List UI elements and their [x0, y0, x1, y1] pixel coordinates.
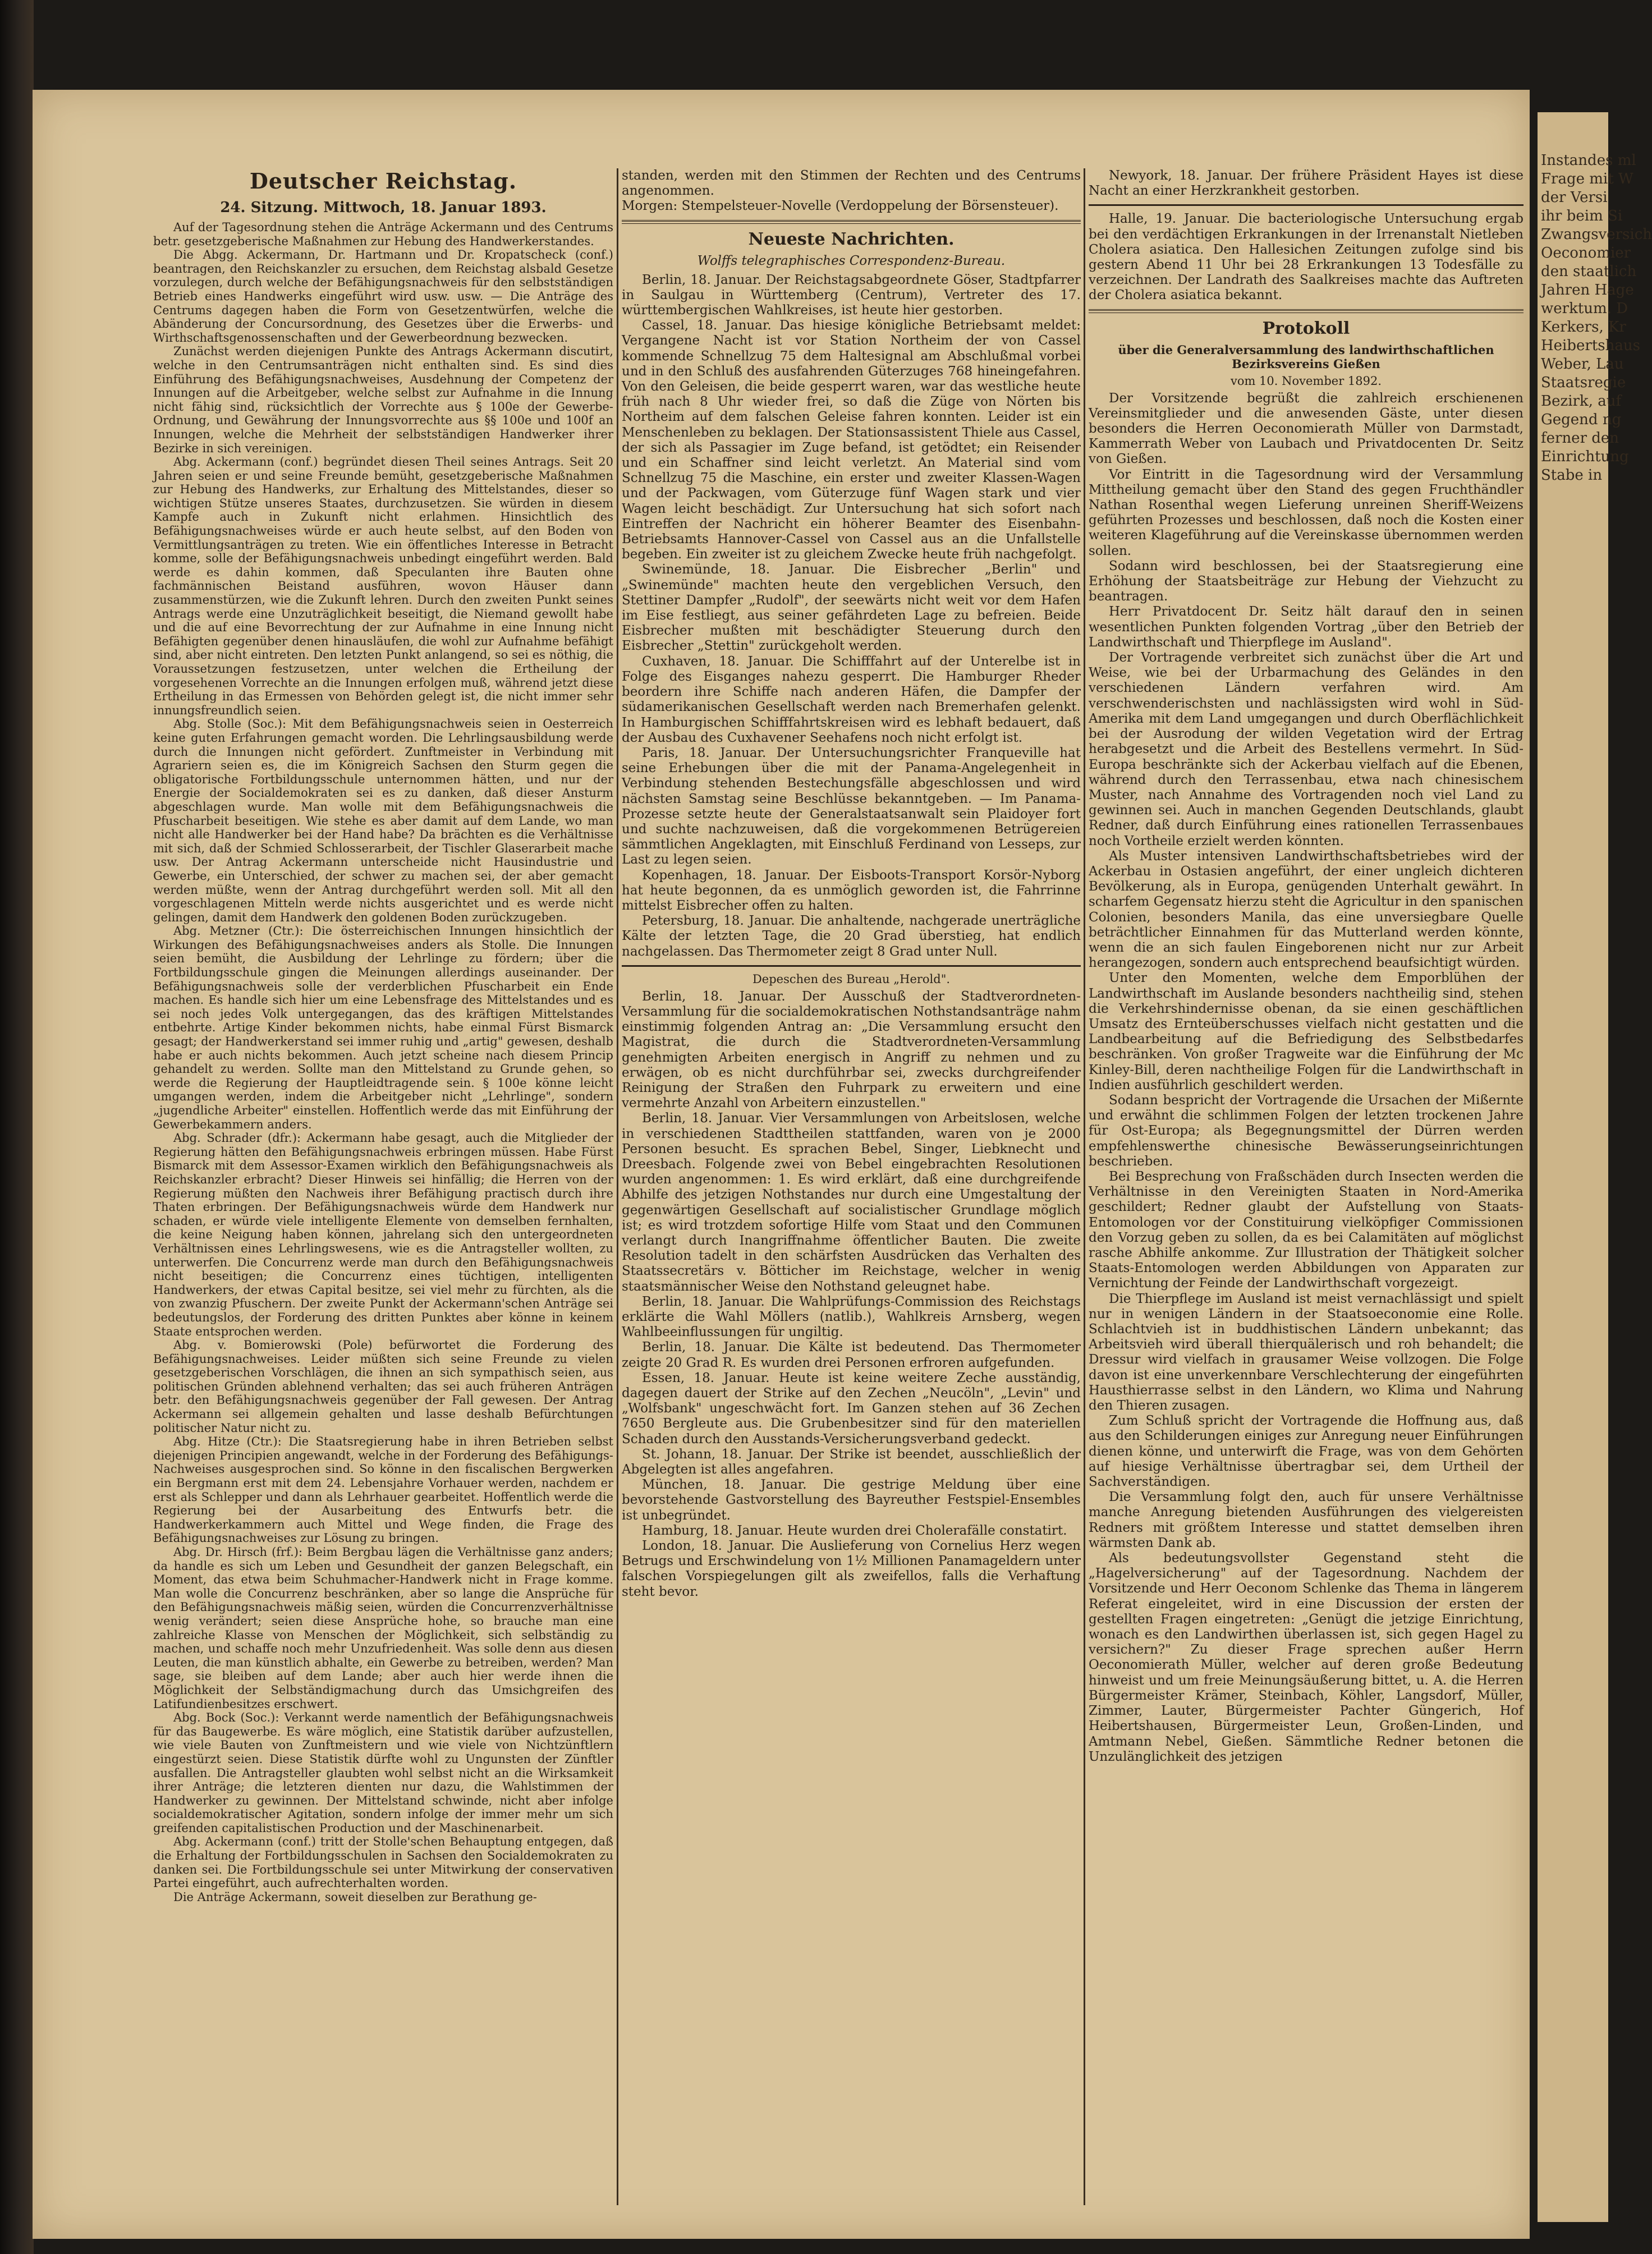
paragraph: Abg. Metzner (Ctr.): Die österreichischen Innungen hinsichtlich der Wirkungen des Befähigungsnachweises anders als Stolle. Die Innungen seien bemüht, die Ausbildung der Lehrlinge zu fördern; über die Fortbildungsschule gingen die Meinungen allerdings auseinander. Der Befähigungsnachweis solle der verderblichen Pfuscharbeit ein Ende machen. Es handle sich hier um eine Lebensfrage des Mittelstandes und es sei noch jedes Volk untergegangen, das des kräftigen Mittelstandes entbehrte. Artige Kinder bekommen nichts, habe einmal Fürst Bismarck gesagt; der Handwerkerstand sei immer ruhig und „artig" gewesen, deshalb habe er auch nichts bekommen. Auch jetzt scheine nach diesem Princip gehandelt zu werden. Sollte man den Mittelstand zu Grunde gehen, so werde die Regierung der Hauptleidtragende sein. § 100e könne leicht umgangen werden, indem die Arbeitgeber nicht „Lehrlinge", sondern „jugendliche Arbeiter" einstellen. Hoffentlich werde das mit Einführung der Gewerbekammern anders.	[153, 924, 613, 1131]
news-item: Swinemünde, 18. Januar. Die Eisbrecher „Berlin" und „Swinemünde" machten heute den vergeblichen Versuch, den Stettiner Dampfer „Rudolf", der seewärts nicht weit vor dem Hafen im Eise festliegt, aus seiner gefährdeten Lage zu befreien. Beide Eisbrecher mußten mit beschädigter Steuerung durch den Eisbrecher „Stettin" zurückgeholt werden.	[622, 562, 1081, 654]
paragraph: Abg. v. Bomierowski (Pole) befürwortet die Forderung des Befähigungsnachweises. Leider müßten sich seine Freunde zu vielen gesetzgeberischen Vorschlägen, die ihnen an sich sympathisch seien, aus politischen Gründen ablehnend verhalten; das sei auch früheren Anträgen betr. den Befähigungsnachweis gegenüber der Fall gewesen. Der Antrag Ackermann sei allgemein gehalten und lasse deshalb Befürchtungen politischer Natur nicht zu.	[153, 1338, 613, 1435]
news-item: Berlin, 18. Januar. Die Wahlprüfungs-Commission des Reichstags erklärte die Wahl Möllers (natlib.), Wahlkreis Arnsberg, wegen Wahlbeeinflussungen für ungiltig.	[622, 1294, 1081, 1340]
paragraph: Vor Eintritt in die Tagesordnung wird der Versammlung Mittheilung gemacht über den Stand des gegen Fruchthändler Nathan Rosenthal wegen Lieferung unreinen Sheriff-Weizens geführten Prozesses und beschlossen, daß noch die Kosten einer weiteren Klageführung auf die Vereinskasse übernommen werden sollen.	[1089, 467, 1523, 558]
news-item: St. Johann, 18. Januar. Der Strike ist beendet, ausschließlich der Abgelegten ist alles angefahren.	[622, 1447, 1081, 1477]
facing-page-fragment: ferner den	[1541, 430, 1619, 447]
facing-page-fragment: der Versi	[1541, 189, 1608, 206]
facing-page-fragment: Stabe in	[1541, 467, 1603, 484]
paragraph: Abg. Dr. Hirsch (frf.): Beim Bergbau lägen die Verhältnisse ganz anders; da handle es sich um Leben und Gesundheit der ganzen Belegschaft, ein Moment, das etwa beim Schuhmacher-Handwerk nicht in Frage komme. Man wolle die Concurrenz beschränken, aber so lange die Ansprüche für den Befähigungsnachweis mäßig seien, würden die Concurrenzverhältnisse wenig verändert; seien diese Ansprüche hohe, so brauche man eine zahlreiche Klasse von Menschen der Möglichkeit, sich selbständig zu machen, und schaffe noch mehr Unzufriedenheit. Was solle denn aus diesen Leuten, die man künstlich abhalte, ein Gewerbe zu betreiben, werden? Man sage, sie bleiben auf dem Lande; aber auch hier werde ihnen die Möglichkeit der Selbständigmachung durch das Umsichgreifen des Latifundienbesitzes erschwert.	[153, 1545, 613, 1711]
paragraph: Zum Schluß spricht der Vortragende die Hoffnung aus, daß aus den Schilderungen einiges zur Anregung neuer Einführungen dienen könne, und unterwirft die Frage, was von dem Gehörten auf hiesige Verhältnisse übertragbar sei, dem Urtheil der Sachverständigen.	[1089, 1413, 1523, 1490]
paragraph: Sodann wird beschlossen, bei der Staatsregierung eine Erhöhung der Staatsbeiträge zur Hebung der Viehzucht zu beantragen.	[1089, 558, 1523, 604]
news-item: Berlin, 18. Januar. Der Reichstagsabgeordnete Göser, Stadtpfarrer in Saulgau in Württemberg (Centrum), Vertreter des 17. württembergischen Wahlkreises, ist heute hier gestorben.	[622, 272, 1081, 318]
facing-page-fragment: Instandes ml	[1541, 152, 1636, 169]
news-item: Essen, 18. Januar. Heute ist keine weitere Zeche ausständig, dagegen dauert der Strike auf den Zechen „Neucöln", „Levin" und „Wolfsbank" ungeschwächt fort. Im Ganzen stehen auf 36 Zechen 7650 Bergleute aus. Die Grubenbesitzer sind für den materiellen Schaden durch den Ausstands-Versicherungsverband gedeckt.	[622, 1370, 1081, 1447]
facing-page-fragment: Staatsregie	[1541, 374, 1626, 391]
morgen-line: Morgen: Stempelsteuer-Novelle (Verdoppelung der Börsensteuer).	[622, 199, 1059, 214]
facing-page-fragment: Gegend ng	[1541, 411, 1622, 428]
facing-page-fragment: Zwangsversich	[1541, 226, 1652, 243]
paragraph: Abg. Stolle (Soc.): Mit dem Befähigungsnachweis seien in Oesterreich keine guten Erfahrungen gemacht worden. Die Lehrlingsausbildung werde durch die Innungen nicht gefördert. Zunftmeister in Verbindung mit Agrariern seien es, die im Königreich Sachsen den Sturm gegen die obligatorische Fortbildungsschule unternommen hätten, und nur der Energie der Socialdemokraten sei es zu danken, daß dieser Ansturm abgeschlagen wurde. Man wolle mit dem Befähigungsnachweis die Pfuscharbeit beseitigen. Wie stehe es aber damit auf dem Lande, wo man nicht alle Handwerker bei der Hand habe? Da brächten es die Verhältnisse mit sich, daß der Schmied Schlosserarbeit, der Tischler Glaserarbeit mache usw. Der Antrag Ackermann unterscheide nicht Hausindustrie und Gewerbe, ein Unterschied, der schwer zu machen sei, der aber gemacht werden müßte, wenn der Antrag durchgeführt werden soll. Mit all den vorgeschlagenen Mitteln werde nichts ausgerichtet und es werde nicht gelingen, damit dem Handwerk den goldenen Boden zurückzugeben.	[153, 717, 613, 924]
paragraph: Unter den Momenten, welche dem Emporblühen der Landwirthschaft im Auslande besonders nachtheilig sind, stehen die Verkehrshindernisse obenan, da sie einen geschäftlichen Umsatz des Ernteüberschusses vielfach nicht gestatten und die Landbearbeitung auf die Befriedigung des Selbstbedarfes beschränken. Von großer Tragweite war die Einführung der Mc Kinley-Bill, deren nachtheilige Folgen für die Landwirthschaft in Indien ausführlich geschildert werden.	[1089, 971, 1523, 1092]
section-subtitle: über die Generalversammlung des landwirthschaftlichen Bezirksvereins Gießen	[1118, 342, 1494, 371]
herold-list	[622, 989, 1081, 1600]
paragraph: Die Anträge Ackermann, soweit dieselben zur Berathung ge-	[173, 1890, 537, 1904]
facing-page-fragment: Weber, Lau	[1541, 356, 1624, 373]
paragraph: Der Vortragende verbreitet sich zunächst über die Art und Weise, wie bei der Urbarmachung des Geländes in den verschiedenen Ländern verfahren wird. Am verschwenderischsten und nachlässigsten wird wohl in Süd-Amerika mit dem Land umgegangen und durch Oberflächlichkeit bei der Ausrodung der wilden Vegetation wird der Ertrag herabgesetzt und die Arbeit des Bestellens vermehrt. In Süd-Europa beschränkte sich der Ackerbau vielfach auf die Ebenen, während durch den Terrassenbau, etwa nach chinesischem Muster, nach Annahme des Vortragenden noch viel Land zu gewinnen sei. Auch in manchen Gegenden Deutschlands, glaubt Redner, daß durch Einführung eines rationellen Terrassenbaues noch Vortheile erzielt werden könnten.	[1089, 650, 1523, 848]
session-line: 24. Sitzung. Mittwoch, 18. Januar 1893.	[220, 199, 547, 216]
news-item: Hamburg, 18. Januar. Heute wurden drei Cholerafälle constatirt.	[642, 1523, 1067, 1538]
paragraph: Auf der Tagesordnung stehen die Anträge Ackermann und des Centrums betr. gesetzgeberische Maßnahmen zur Hebung des Handwerkerstandes.	[153, 221, 613, 248]
facing-page-fragment: Jahren Hage	[1541, 282, 1634, 299]
news-item: München, 18. Januar. Die gestrige Meldung über eine bevorstehende Gastvorstellung des Bayreuther Festspiel-Ensembles ist unbegründet.	[622, 1477, 1081, 1523]
facing-page-fragment: ihr beim Si	[1541, 208, 1623, 224]
column-reichstag	[153, 168, 613, 2194]
facing-page-edge	[1538, 112, 1652, 2222]
section-rule	[1089, 309, 1523, 313]
newspaper-page	[33, 90, 1530, 2239]
section-subtitle: Wolffs telegraphisches Correspondenz-Bureau.	[697, 253, 1006, 268]
news-item: Halle, 19. Januar. Die bacteriologische Untersuchung ergab bei den verdächtigen Erkrankungen in der Irrenanstalt Nietleben Cholera asiatica. Den Hallesichen Zeitungen zufolge sind bis gestern Abend 11 Uhr bei 28 Erkrankungen 13 Todesfälle zu verzeichnen. Der Landrath des Saalkreises machte das Auftreten der Cholera asiatica bekannt.	[1089, 212, 1523, 303]
news-item: Paris, 18. Januar. Der Untersuchungsrichter Franqueville hat seine Erhebungen über die mit der Panama-Angelegenheit in Verbindung stehenden Bestechungsfälle abgeschlossen und wird nächsten Samstag seine Beschlüsse bekanntgeben. — Im Panama-Prozesse setzte heute der Generalstaatsanwalt sein Plaidoyer fort und suchte nachzuweisen, daß die vorgekommenen Betrügereien sämmtlichen Angeklagten, mit Einschluß Ferdinand von Lesseps, zur Last zu legen seien.	[622, 745, 1081, 867]
section-title: Neueste Nachrichten.	[748, 229, 955, 249]
paragraph: Die Versammlung folgt den, auch für unsere Verhältnisse manche Anregung bietenden Ausführungen des vielgereisten Redners mit größtem Interesse und stattet demselben ihren wärmsten Dank ab.	[1089, 1490, 1523, 1550]
news-item: Cassel, 18. Januar. Das hiesige königliche Betriebsamt meldet: Vergangene Nacht ist vor Station Northeim der von Cassel kommende Schnellzug 75 dem Haltesignal am Abschlußmal vorbei und in den Schluß des ausfahrenden Güterzuges 768 hineingefahren. Von den Geleisen, die beide gesperrt waren, war das westliche heute früh nach 8 Uhr wieder frei, so daß die Züge von Nörten bis Northeim auf dem falschen Geleise fahren konnten. Leider ist ein Menschenleben zu beklagen. Der Stationsassistent Thiele aus Cassel, der sich als Passagier im Zuge befand, ist getödtet; ein Reisender und ein Schaffner sind leicht verletzt. An Material sind vom Schnellzug 75 die Maschine, ein erster und zweiter Klassen-Wagen und der Packwagen, vom Güterzuge fünf Wagen stark und vier Wagen leicht beschädigt. Zur Untersuchung hat sich sofort nach Eintreffen der Nachricht ein höherer Beamter des Eisenbahn-Betriebsamts Hannover-Cassel von Cassel aus an die Unfallstelle begeben. Ein zweiter ist zu gleichem Zwecke heute früh nachgefolgt.	[622, 318, 1081, 562]
news-item: Berlin, 18. Januar. Vier Versammlungen von Arbeitslosen, welche in verschiedenen Stadttheilen stattfanden, waren von je 2000 Personen besucht. Es sprachen Bebel, Singer, Liebknecht und Dreesbach. Folgende zwei von Bebel eingebrachten Resolutionen wurden angenommen: 1. Es wird erklärt, daß eine durchgreifende Abhilfe des jetzigen Nothstandes nur durch eine Umgestaltung der gegenwärtigen Gesellschaft auf socialistischer Grundlage möglich ist; es wird trotzdem sofortige Hilfe vom Staat und den Communen verlangt durch Inangriffnahme öffentlicher Bauten. Die zweite Resolution tadelt in den schärfsten Ausdrücken das Verhalten des Staatssecretärs v. Bötticher im Reichstage, welcher in wenig staatsmännischer Weise den Nothstand geleugnet habe.	[622, 1111, 1081, 1294]
paragraph: Abg. Ackermann (conf.) tritt der Stolle'schen Behauptung entgegen, daß die Erhaltung der Fortbildungsschulen in Sachsen den Socialdemokraten zu danken sei. Die Fortbildungsschule sei unter Mitwirkung der conservativen Partei eingeführt, auch aufrechterhalten worden.	[153, 1835, 613, 1890]
paragraph: Die Thierpflege im Ausland ist meist vernachlässigt und spielt nur in wenigen Ländern in der Staatsoeconomie eine Rolle. Schlachtvieh ist in buddhistischen Ländern unbekannt; das Arbeitsvieh wird überall thierquälerisch und roh behandelt; die Dressur wird vielfach in grausamer Weise vollzogen. Die Folge davon ist eine unverkennbare Verschlechterung der eingeführten Hausthierrasse selbst in den Ländern, wo Klima und Nahrung den Thieren zusagen.	[1089, 1291, 1523, 1413]
facing-page-fragment: Heibertshaus	[1541, 337, 1640, 354]
article-title: Deutscher Reichstag.	[249, 168, 517, 194]
article-body	[153, 221, 613, 1904]
facing-page-fragment: Oeconomier	[1541, 245, 1631, 261]
news-item: Berlin, 18. Januar. Der Ausschuß der Stadtverordneten-Versammlung für die socialdemokratischen Nothstandsanträge nahm einstimmig folgenden Antrag an: „Die Versammlung ersucht den Magistrat, die durch die Stadtverordneten-Versammlung genehmigten Arbeiten energisch in Angriff zu nehmen und zu erwägen, ob es nicht durchführbar sei, zwecks durchgreifender Reinigung der Straßen den Fuhrpark zu erweitern und eine vermehrte Anzahl von Arbeitern einzustellen."	[622, 989, 1081, 1111]
section-rule	[1089, 204, 1523, 206]
section-rule	[622, 220, 1081, 224]
news-item: Cuxhaven, 18. Januar. Die Schifffahrt auf der Unterelbe ist in Folge des Eisganges nahezu gesperrt. Die Hamburger Rheder beordern ihre Schiffe nach anderen Häfen, die Dampfer der südamerikanischen Gesellschaft werden nach Bremerhafen gelenkt. In Hamburgischen Schifffahrtskreisen wird es lebhaft bedauert, daß der Ausbau des Cuxhavener Seehafens noch nicht erfolgt ist.	[622, 654, 1081, 745]
section-title: Protokoll	[1262, 318, 1350, 338]
book-binding	[0, 0, 34, 2254]
column-rule	[1084, 168, 1085, 2205]
paragraph: Sodann bespricht der Vortragende die Ursachen der Mißernte und erwähnt die schlimmen Folgen der letzten trockenen Jahre für Ost-Europa; als Begegnungsmittel der Dürren werden empfehlenswerthe chinesische Bewässerungseinrichtungen beschrieben.	[1089, 1092, 1523, 1169]
news-item: Petersburg, 18. Januar. Die anhaltende, nachgerade unerträgliche Kälte der letzten Tage, die 20 Grad überstieg, hat endlich nachgelassen. Das Thermometer zeigt 8 Grad unter Null.	[622, 913, 1081, 959]
paragraph: Abg. Schrader (dfr.): Ackermann habe gesagt, auch die Mitglieder der Regierung hätten den Befähigungsnachweis erbringen müssen. Habe Fürst Bismarck mit dem Assessor-Examen wirklich den Befähigungsnachweis als Reichskanzler erbracht? Dieser Hinweis sei hinfällig; die Herren von der Regierung müßten den Nachweis ihrer Befähigung practisch durch ihre Thaten erbringen. Der Befähigungsnachweis würde dem Handwerk nur schaden, er würde viele intelligente Elemente von demselben fernhalten, die keine Neigung haben können, jahrelang sich den untergeordneten Verhältnissen eines Lehrlingswesens, wie es die Antragsteller wollten, zu unterwerfen. Die Concurrenz werde man durch den Befähigungsnachweis nicht beseitigen; die Concurrenz eines tüchtigen, intelligenten Handwerkers, der etwas Capital besitze, sei viel mehr zu fürchten, als die von zwanzig Pfuschern. Der zweite Punkt der Ackermann'schen Anträge sei bedeutungslos, der Forderung des dritten Punktes aber könne in keinem Staate entsprochen werden.	[153, 1131, 613, 1338]
paragraph: Der Vorsitzende begrüßt die zahlreich erschienenen Vereinsmitglieder und die anwesenden Gäste, unter diesen besonders die Herren Oeconomierath Müller von Darmstadt, Kammerrath Weber von Laubach und Privatdocenten Dr. Seitz von Gießen.	[1089, 391, 1523, 467]
news-item: Berlin, 18. Januar. Die Kälte ist bedeutend. Das Thermometer zeigte 20 Grad R. Es wurden drei Personen erfroren aufgefunden.	[622, 1340, 1081, 1370]
paragraph: Abg. Hitze (Ctr.): Die Staatsregierung habe in ihren Betrieben selbst diejenigen Principien angewandt, welche in der Forderung des Befähigungs-Nachweises ausgesprochen sind. So könne in den fiscalischen Bergwerken ein Bergmann erst mit dem 24. Lebensjahre Vorhauer werden, nachdem er erst als Schlepper und dann als Lehrhauer gearbeitet. Hoffentlich werde die Regierung bei der Ausarbeitung des Entwurfs betr. die Handwerkerkammern auch Mittel und Wege finden, die Frage des Befähigungsnachweises zur Lösung zu bringen.	[153, 1435, 613, 1545]
paragraph: Als bedeutungsvollster Gegenstand steht die „Hagelversicherung" auf der Tagesordnung. Nachdem der Vorsitzende und Herr Oeconom Schlenke das Thema in längerem Referat eingeleitet, wird in eine Discussion der ersten der gestellten Fragen eingetreten: „Genügt die jetzige Einrichtung, wonach es den Landwirthen überlassen ist, sich gegen Hagel zu versichern?" Zu dieser Frage sprechen außer Herrn Oeconomierath Müller, welcher auf deren große Bedeutung hinweist und um freie Meinungsäußerung bittet, u. A. die Herren Bürgermeister Krämer, Steinbach, Köhler, Langsdorf, Müller, Zimmer, Lauter, Bürgermeister Pachter Güngerich, Hof Heibertshausen, Bürgermeister Leun, Großen-Linden, und Amtmann Nebel, Gießen. Sämmtliche Redner betonen die Unzulänglichkeit des jetzigen	[1089, 1551, 1523, 1764]
news-item: Newyork, 18. Januar. Der frühere Präsident Hayes ist diese Nacht an einer Herzkrankheit gestorben.	[1089, 168, 1523, 199]
paragraph: Als Muster intensiven Landwirthschaftsbetriebes wird der Ackerbau in Ostasien angeführt, der einer ungleich dichteren Bevölkerung, als in Europa, genügenden Unterhalt gewährt. In scharfem Gegensatz hierzu steht die Agricultur in den spanischen Colonien, besonders Manila, das eine unversiegbare Quelle beträchtlicher Einnahmen für das Mutterland werden könnte, wenn die an sich faulen Eingeborenen nicht nur zur Arbeit herangezogen, sondern auch entsprechend beaufsichtigt würden.	[1089, 848, 1523, 971]
facing-page-fragment: Kerkers, Kr	[1541, 319, 1626, 336]
section-date: vom 10. November 1892.	[1230, 374, 1382, 388]
column-nachrichten	[622, 168, 1081, 2194]
protokoll-body	[1089, 391, 1523, 1765]
paragraph: Die Abgg. Ackermann, Dr. Hartmann und Dr. Kropatscheck (conf.) beantragen, den Reichskanzler zu ersuchen, dem Reichstag alsbald Gesetze vorzulegen, durch welche der Befähigungsnachweis für den selbstständigen Betrieb eines Handwerks eingeführt wird usw. usw. — Die Anträge des Centrums dagegen haben die Form von Gesetzentwürfen, welche die Abänderung der Concursordnung, des Gesetzes über die Erwerbs- und Wirthschaftsgenossenschaften und der Gewerbeordnung bezwecken.	[153, 248, 613, 345]
column-rule	[617, 168, 618, 2205]
paragraph: Abg. Bock (Soc.): Verkannt werde namentlich der Befähigungsnachweis für das Baugewerbe. Es wäre möglich, eine Statistik darüber aufzustellen, wie viele Bauten von Zunftmeistern und wie viele von Nichtzünftlern eingestürzt seien. Diese Statistik dürfte wohl zu Ungunsten der Zünftler ausfallen. Die Antragsteller glaubten wohl selbst nicht an die Wirksamkeit ihrer Anträge; die letzteren dienten nur dazu, die Wahlstimmen der Handwerker zu gewinnen. Der Mittelstand schwinde, nicht aber infolge socialdemokratischer Agitation, sondern infolge der immer mehr um sich greifenden capitalistischen Production und der Maschinenarbeit.	[153, 1711, 613, 1835]
facing-page-fragment: Bezirk, auf	[1541, 393, 1622, 410]
news-item: Kopenhagen, 18. Januar. Der Eisboots-Transport Korsör-Nyborg hat heute begonnen, da es unmöglich geworden ist, die Fahrrinne mittelst Eisbrecher offen zu halten.	[622, 867, 1081, 913]
paragraph: Abg. Ackermann (conf.) begründet diesen Theil seines Antrags. Seit 20 Jahren seien er und seine Freunde bemüht, gesetzgeberische Maßnahmen zur Hebung des Handwerks, zur Erhaltung des Mittelstandes, dieser so wichtigen Stütze unseres Staates, durchzusetzen. Sie würden in diesem Kampfe auch in Zukunft nicht erlahmen. Hinsichtlich des Befähigungsnachweises würde er auch heute selbst, auf den Boden von Vermittlungsanträgen zu treten. Wie ein öffentliches Interesse in Betracht komme, solle der Befähigungsnachweis unbedingt eingeführt werden. Bald werde es dahin kommen, daß Speculanten ihre Bauten ohne fachmännischen Beistand ausführen, wovon Häuser dann zusammenstürzen, wie die Zukunft lehren. Durch den zweiten Punkt seines Antrags werde eine Unzuträglichkeit beseitigt, die Niemand gewollt habe und die auf eine Bevorrechtung der zur Aufnahme in eine Innung nicht Befähigten gegenüber denen hinausläufen, die wohl zur Aufnahme befähigt sind, aber nicht eintreten. Den letzten Punkt anlangend, so sei es nöthig, die Voraussetzungen festzusetzen, unter welchen die Ertheilung der vorgesehenen Vorrechte an die Innungen erfolgen muß, während jetzt diese Ertheilung in das Ermessen von Behörden gelegt ist, die nicht immer sehr innungsfreundlich seien.	[153, 455, 613, 717]
news-item: London, 18. Januar. Die Auslieferung von Cornelius Herz wegen Betrugs und Erschwindelung von 1½ Millionen Panamageldern unter falschen Vorspiegelungen gilt als zweifellos, falls die Verhaftung steht bevor.	[622, 1539, 1081, 1599]
paragraph: Bei Besprechung von Fraßschäden durch Insecten werden die Verhältnisse in den Vereinigten Staaten in Nord-Amerika geschildert; Redner glaubt der Aufstellung von Staats-Entomologen vor der Constituirung vielköpfiger Commissionen den Vorzug geben zu sollen, da es bei Calamitäten auf möglichst rasche Abhilfe ankomme. Zur Illustration der Thätigkeit solcher Staats-Entomologen werden Abbildungen von Apparaten zur Vernichtung der Feinde der Landwirthschaft vorgezeigt.	[1089, 1169, 1523, 1291]
facing-page-fragment: Einrichtung	[1541, 448, 1629, 465]
paragraph: Zunächst werden diejenigen Punkte des Antrags Ackermann discutirt, welche in den Centrumsanträgen nicht enthalten sind. Es sind dies Einführung des Befähigungsnachweises, Ausdehnung der Competenz der Innungen auf die Arbeitgeber, welche selbst zur Aufnahme in die Innung nicht fähig sind, rücksichtlich der Vorrechte aus § 100e der Gewerbe-Ordnung, und Gewährung der Innungsvorrechte aus §§ 100e und 100f an Innungen, welche die Mehrheit der selbstständigen Handwerker ihrer Bezirke in sich vereinigen.	[153, 345, 613, 455]
column-protokoll	[1089, 168, 1523, 2194]
herold-title: Depeschen des Bureau „Herold".	[752, 972, 951, 986]
news-list	[622, 273, 1081, 960]
facing-page-fragment: Frage mit W	[1541, 171, 1633, 187]
facing-page-fragment: werktum. D	[1541, 300, 1628, 317]
facing-page-fragment: den staatlich	[1541, 263, 1637, 280]
section-rule	[622, 965, 1081, 967]
continued-text: standen, werden mit den Stimmen der Rechten und des Centrums angenommen.	[622, 168, 1081, 199]
paragraph: Herr Privatdocent Dr. Seitz hält darauf den in seinen wesentlichen Punkten folgenden Vortrag „über den Betrieb der Landwirthschaft und Thierpflege im Ausland".	[1089, 604, 1523, 650]
